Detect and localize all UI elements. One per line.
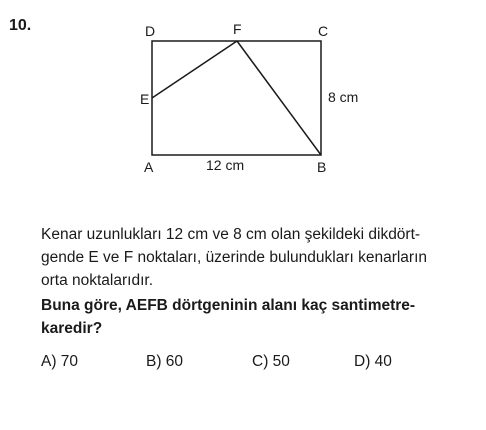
- problem-line-3: orta noktalarıdır.: [41, 272, 154, 289]
- choice-d[interactable]: D) 40: [354, 353, 392, 370]
- vertex-label-a: A: [144, 159, 154, 175]
- vertex-label-e: E: [140, 91, 150, 107]
- choice-a[interactable]: A) 70: [41, 353, 79, 370]
- segment-ef: [152, 41, 237, 98]
- question-line-1: Buna göre, AEFB dörtgeninin alanı kaç santimetre-: [41, 297, 416, 314]
- vertex-label-f: F: [233, 21, 242, 37]
- height-label: 8 cm: [328, 89, 359, 105]
- question-prompt: [41, 294, 461, 340]
- rectangle-abcd: [152, 41, 321, 155]
- problem-line-2: gende E ve F noktaları, üzerinde bulundukları kenarların: [41, 249, 428, 266]
- choice-b[interactable]: B) 60: [146, 353, 184, 370]
- problem-statement: [41, 223, 461, 292]
- question-line-2: karedir?: [41, 320, 103, 337]
- rectangle-figure: [0, 0, 486, 200]
- choice-c[interactable]: C) 50: [252, 353, 290, 370]
- vertex-label-d: D: [145, 23, 156, 39]
- question-number: 10.: [9, 17, 32, 34]
- vertex-label-b: B: [317, 159, 327, 175]
- width-label: 12 cm: [206, 157, 245, 173]
- problem-line-1: Kenar uzunlukları 12 cm ve 8 cm olan şekildeki dikdört-: [41, 226, 421, 243]
- segment-fb: [237, 41, 321, 155]
- vertex-label-c: C: [318, 23, 329, 39]
